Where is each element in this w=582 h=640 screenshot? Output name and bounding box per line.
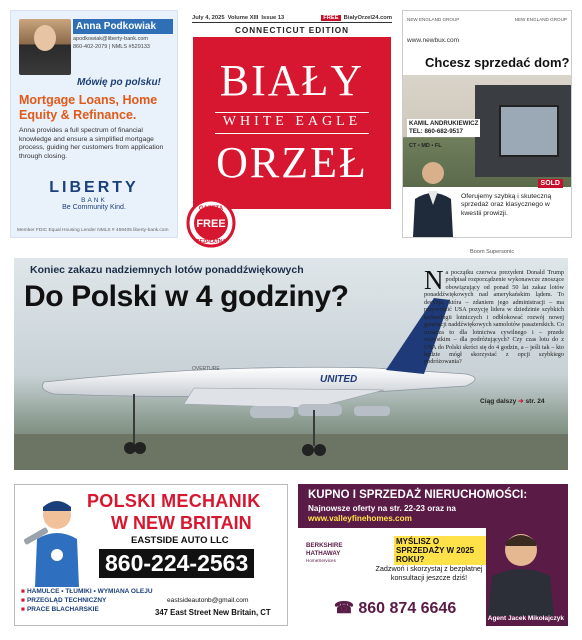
phone-icon: ☎	[334, 600, 359, 617]
story-kicker: Koniec zakazu nadziemnych lotów ponaddźwiękowych	[30, 264, 304, 276]
ad-offer: Oferujemy szybką i skuteczną sprzedaż oraz klasycznego w kwestii prowizji.	[461, 193, 552, 217]
agent-label	[407, 119, 480, 137]
liberty-bank-ad[interactable]	[10, 10, 178, 238]
continued-label: Ciąg dalszy	[480, 398, 517, 405]
berkshire-brand-2: HATHAWAY	[306, 549, 341, 557]
berkshire-url-line[interactable]	[308, 514, 412, 523]
jet-livery: UNITED	[320, 374, 358, 385]
edition-label: CONNECTICUT EDITION	[234, 26, 350, 35]
agency-right: NEW ENGLAND GROUP	[514, 17, 567, 22]
logo-brand: LIBERTY	[49, 179, 139, 196]
jet-model: OVERTURE	[192, 366, 220, 372]
agent-name: KAMIL ANDRUKIEWICZ	[409, 120, 479, 127]
mechanic-email[interactable]: eastsideautonb@gmail.com	[167, 597, 249, 604]
ad-agency-bar	[403, 11, 571, 31]
service-item: ■ PRZEGLĄD TECHNICZNY	[21, 597, 107, 604]
seal-top-text: GAZETA	[198, 206, 224, 212]
logo-bank: BANK	[81, 197, 107, 204]
logo-title-top: BIAŁY	[219, 56, 365, 105]
agency-left: NEW ENGLAND GROUP	[407, 17, 460, 22]
mechanic-subtitle: W NEW BRITAIN	[111, 513, 252, 533]
mechanic-address: 347 East Street New Britain, CT	[155, 608, 271, 617]
agent-states: CT • MD • FL	[409, 143, 442, 149]
real-estate-ad[interactable]	[402, 10, 572, 238]
masthead-logo[interactable]	[193, 37, 391, 209]
logo-title-bottom: ORZEŁ	[216, 138, 368, 187]
issue-date: July 4, 2025	[192, 14, 225, 21]
berkshire-url[interactable]: www.valleyfinehomes.com	[308, 514, 412, 523]
story-body	[424, 265, 564, 366]
berkshire-invite: Zadzwoń i skorzystaj z bezpłatnej konsultacji jeszcze dziś!	[375, 564, 483, 582]
continued-page: str. 24	[525, 398, 545, 405]
mechanic-shop: EASTSIDE AUTO LLC	[131, 535, 229, 546]
agent-portrait-icon	[484, 524, 558, 616]
agent-portrait-icon	[411, 157, 455, 237]
sold-sign: SOLD	[538, 179, 563, 188]
logo-tagline: Be Community Kind.	[62, 204, 126, 211]
agent-phone: 860-402-2079 | NMLS #529133	[73, 43, 150, 50]
berkshire-agent: Agent Jacek Mikołajczyk	[487, 615, 564, 622]
berkshire-headline: KUPNO I SPRZEDAŻ NIERUCHOMOŚCI:	[308, 489, 528, 501]
ad-footer: Member FDIC Equal Housing Lender NMLS # 459405 liberty-bank.com	[17, 228, 169, 233]
service-item: ■ PRACE BLACHARSKIE	[21, 606, 99, 613]
mechanic-services	[21, 587, 153, 614]
seal-mid-text: FREE	[196, 218, 226, 230]
continued-link[interactable]	[480, 397, 545, 405]
mechanic-mascot-icon	[21, 493, 93, 587]
liberty-logo	[11, 179, 177, 211]
story-headline[interactable]: Do Polski w 4 godziny?	[24, 280, 349, 313]
berkshire-phone-number[interactable]: 860 874 6646	[358, 600, 457, 617]
berkshire-ad[interactable]	[298, 484, 568, 626]
site-link[interactable]: BialyOrzel24.com	[343, 14, 392, 21]
agent-photo	[19, 19, 71, 75]
ad-body: Anna provides a full spectrum of financial knowledge and ensure a simplified mortgage process, guiding her customers from application through closing.	[19, 127, 164, 160]
ad-motto: Mówię po polsku!	[77, 77, 161, 88]
berkshire-logo	[306, 542, 378, 565]
free-badge: FREE	[323, 14, 339, 21]
issue-number: Issue 13	[261, 14, 285, 21]
berkshire-phone[interactable]	[334, 598, 456, 618]
agent-contact	[73, 36, 173, 51]
berkshire-brand-1: BERKSHIRE	[306, 542, 343, 549]
arrow-right-icon: ➔	[518, 398, 524, 405]
agent-email: apodkowiak@liberty-bank.com	[73, 36, 148, 42]
story-text: a początku czerwca prezydent Donald Trump podpisał rozporządzenie wykonawcze znoszące obowiązujący od ponad 50 lat zakaz lotów ponaddźwiękowych nad amerykańskim lądem. To decyzja, która – zdaniem jego administracji – ma przywrócić USA pozycję lidera w dziedzinie szybkich technologii lotniczych i odblokować rozwój nowej generacji naddźwiękowych samolotów pasażerskich. Co oznacza to dla lotnictwa cywilnego i – przede wszystkim – dla podróżujących? Czy czas lotu do z USA do Polski skróci się do 4 godzin, a – jeśli tak – kto będzie mógł skorzystać z opcji szybkiego podróżowania?	[424, 269, 564, 366]
service-item: ■ HAMULCE • TŁUMIKI • WYMIANA OLEJU	[21, 588, 153, 595]
mechanic-phone[interactable]: 860-224-2563	[99, 549, 254, 578]
berkshire-line2: Najnowsze oferty na str. 22-23 oraz na	[308, 504, 456, 513]
mechanic-ad[interactable]	[14, 484, 288, 626]
issue-line	[192, 13, 392, 23]
ad-url[interactable]: www.newbux.com	[407, 37, 460, 44]
logo-rule-bottom	[215, 133, 369, 134]
ad-headline: Mortgage Loans, Home Equity & Refinance.	[19, 93, 158, 122]
free-seal-icon	[184, 198, 238, 248]
berkshire-question: MYŚLISZ O SPRZEDAŻY W 2025 ROKU?	[394, 536, 486, 565]
mechanic-title: POLSKI MECHANIK	[87, 491, 261, 511]
berkshire-brand-sub: HomeServices	[306, 558, 336, 563]
photo-credit: Boom Supersonic	[470, 249, 515, 255]
agent-phone: TEL: 860-682-9517	[409, 128, 463, 135]
house-window	[499, 105, 559, 157]
ad-question: Chcesz sprzedać dom?	[425, 55, 570, 70]
logo-title-mid: WHITE EAGLE	[222, 114, 362, 129]
agent-name: Anna Podkowiak	[73, 19, 173, 34]
logo-rule-top	[215, 112, 369, 113]
issue-volume: Volume XIII	[227, 14, 259, 21]
story-dropcap: N	[424, 265, 444, 295]
seal-bottom-text: BEZPŁATNA	[196, 239, 226, 245]
